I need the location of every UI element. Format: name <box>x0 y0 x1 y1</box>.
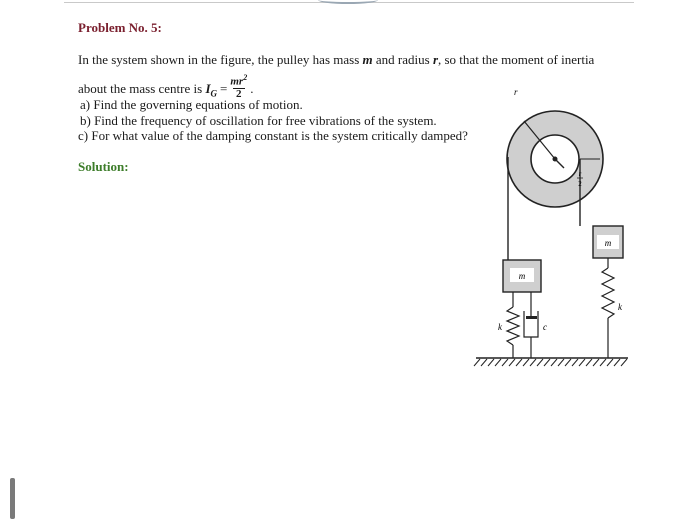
left-spring <box>507 307 519 345</box>
inertia-subscript: G <box>210 88 217 99</box>
damper-label: c <box>543 322 547 332</box>
intro-pre: In the system shown in the figure, the pulley has mass <box>78 52 363 67</box>
about-text: about the mass centre is <box>78 80 206 96</box>
mass-symbol: m <box>362 52 373 67</box>
right-spring-label: k <box>618 302 622 312</box>
part-a: a) Find the governing equations of motion. <box>80 97 303 112</box>
ground-hatching <box>474 359 627 366</box>
half-radius-numerator: r <box>578 170 582 178</box>
right-mass-label: m <box>604 238 612 248</box>
numerator-power: 2 <box>243 73 248 82</box>
inertia-symbol: I <box>205 80 211 96</box>
part-c: c) For what value of the damping constant is the system critically damped? <box>78 128 468 143</box>
fraction-denominator: 2 <box>233 88 245 100</box>
right-spring <box>602 268 614 318</box>
left-spring-label: k <box>498 322 502 332</box>
half-radius-denominator: 2 <box>578 180 582 188</box>
radius-label: r <box>514 87 518 97</box>
problem-title: Problem No. 5: <box>78 20 162 35</box>
intro-mid: and radius <box>372 52 433 67</box>
left-mass-label: m <box>518 271 526 281</box>
numerator-text: mr <box>230 75 244 88</box>
damper-piston <box>526 316 537 319</box>
solution-label: Solution: <box>78 159 129 174</box>
equals-sign: = <box>220 80 228 96</box>
part-b: b) Find the frequency of oscillation for free vibrations of the system. <box>80 113 437 128</box>
intro-post: , so that the moment of inertia <box>438 52 595 67</box>
radius-symbol: r <box>432 52 438 67</box>
inertia-period: . <box>250 80 254 96</box>
